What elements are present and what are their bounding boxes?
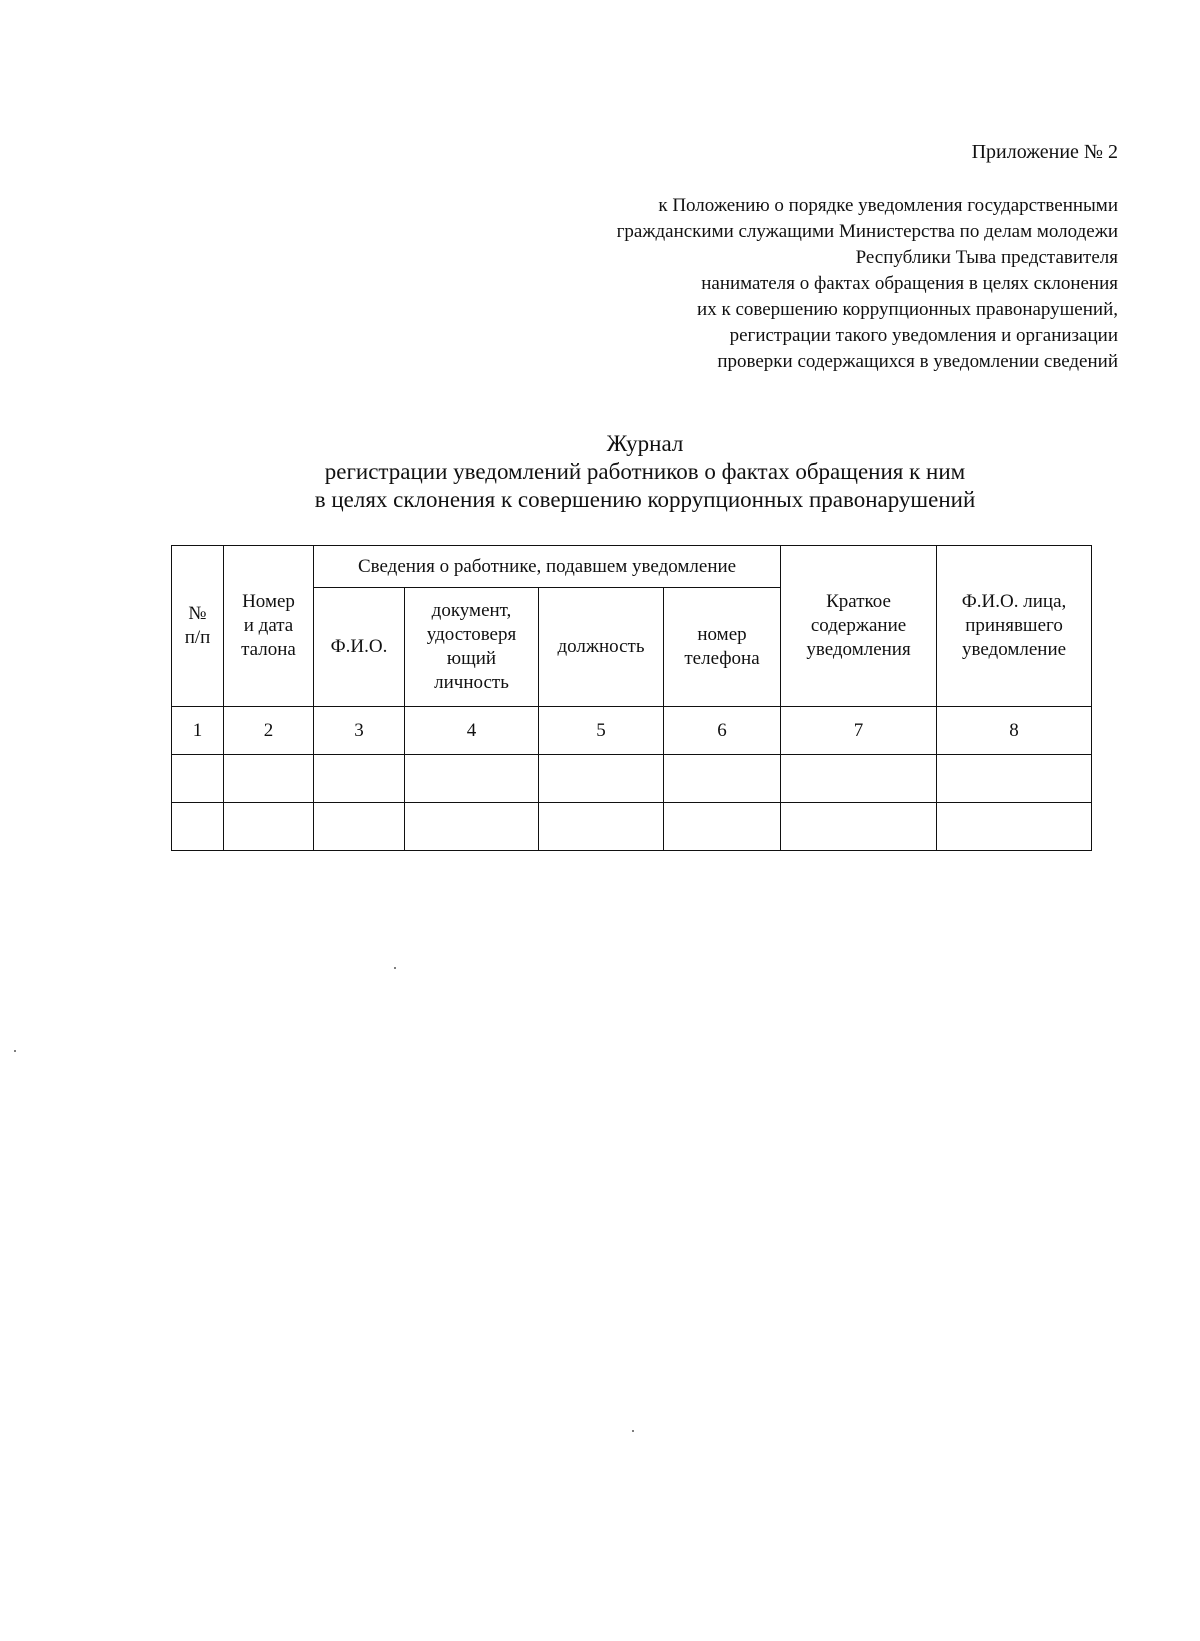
appendix-reference-line: к Положению о порядке уведомления государственными [658, 195, 1118, 216]
header-position: должность [539, 588, 664, 707]
empty-cell [539, 803, 664, 851]
empty-cell [314, 755, 405, 803]
column-number-row [172, 707, 1092, 755]
scan-speck [394, 967, 396, 969]
empty-cell [314, 803, 405, 851]
column-number: 3 [314, 707, 405, 755]
header-employee-info-group: Сведения о работнике, подавшем уведомление [314, 546, 781, 588]
empty-cell [172, 803, 224, 851]
empty-cell [664, 803, 781, 851]
header-document: документ, удостоверя ющий личность [405, 588, 539, 707]
header-number: № п/п [172, 546, 224, 707]
header-fio: Ф.И.О. [314, 588, 405, 707]
column-number: 5 [539, 707, 664, 755]
journal-title-line: Журнал [606, 431, 684, 456]
empty-cell [781, 755, 937, 803]
journal-title-line: регистрации уведомлений работников о фактах обращения к ним [324, 459, 966, 484]
appendix-reference-line: гражданскими служащими Министерства по делам молодежи [616, 221, 1118, 242]
header-ticket: Номер и дата талона [224, 546, 314, 707]
appendix-reference-line: их к совершению коррупционных правонарушений, [697, 299, 1118, 320]
appendix-reference-line: регистрации такого уведомления и организации [729, 325, 1118, 346]
scan-speck [632, 1430, 634, 1432]
table-row-empty [172, 803, 1092, 851]
empty-cell [405, 755, 539, 803]
empty-cell [405, 803, 539, 851]
appendix-reference-line: проверки содержащихся в уведомлении сведений [717, 351, 1118, 372]
table-row-empty [172, 755, 1092, 803]
column-number: 2 [224, 707, 314, 755]
empty-cell [937, 755, 1092, 803]
empty-cell [937, 803, 1092, 851]
empty-cell [224, 755, 314, 803]
header-receiver: Ф.И.О. лица, принявшего уведомление [937, 546, 1092, 707]
column-number: 1 [172, 707, 224, 755]
empty-cell [664, 755, 781, 803]
column-number: 7 [781, 707, 937, 755]
appendix-reference-line: Республики Тыва представителя [855, 247, 1118, 268]
empty-cell [539, 755, 664, 803]
table-header-row [172, 546, 1092, 588]
header-summary: Краткое содержание уведомления [781, 546, 937, 707]
column-number: 6 [664, 707, 781, 755]
empty-cell [224, 803, 314, 851]
column-number: 4 [405, 707, 539, 755]
empty-cell [781, 803, 937, 851]
journal-title-line: в целях склонения к совершению коррупционных правонарушений [314, 487, 976, 512]
journal-table [171, 545, 1092, 851]
empty-cell [172, 755, 224, 803]
scan-speck [14, 1050, 16, 1052]
header-phone: номер телефона [664, 588, 781, 707]
appendix-reference [398, 193, 1118, 375]
appendix-label: Приложение № 2 [971, 141, 1118, 163]
column-number: 8 [937, 707, 1092, 755]
journal-title [170, 430, 1120, 514]
appendix-reference-line: нанимателя о фактах обращения в целях склонения [701, 273, 1118, 294]
